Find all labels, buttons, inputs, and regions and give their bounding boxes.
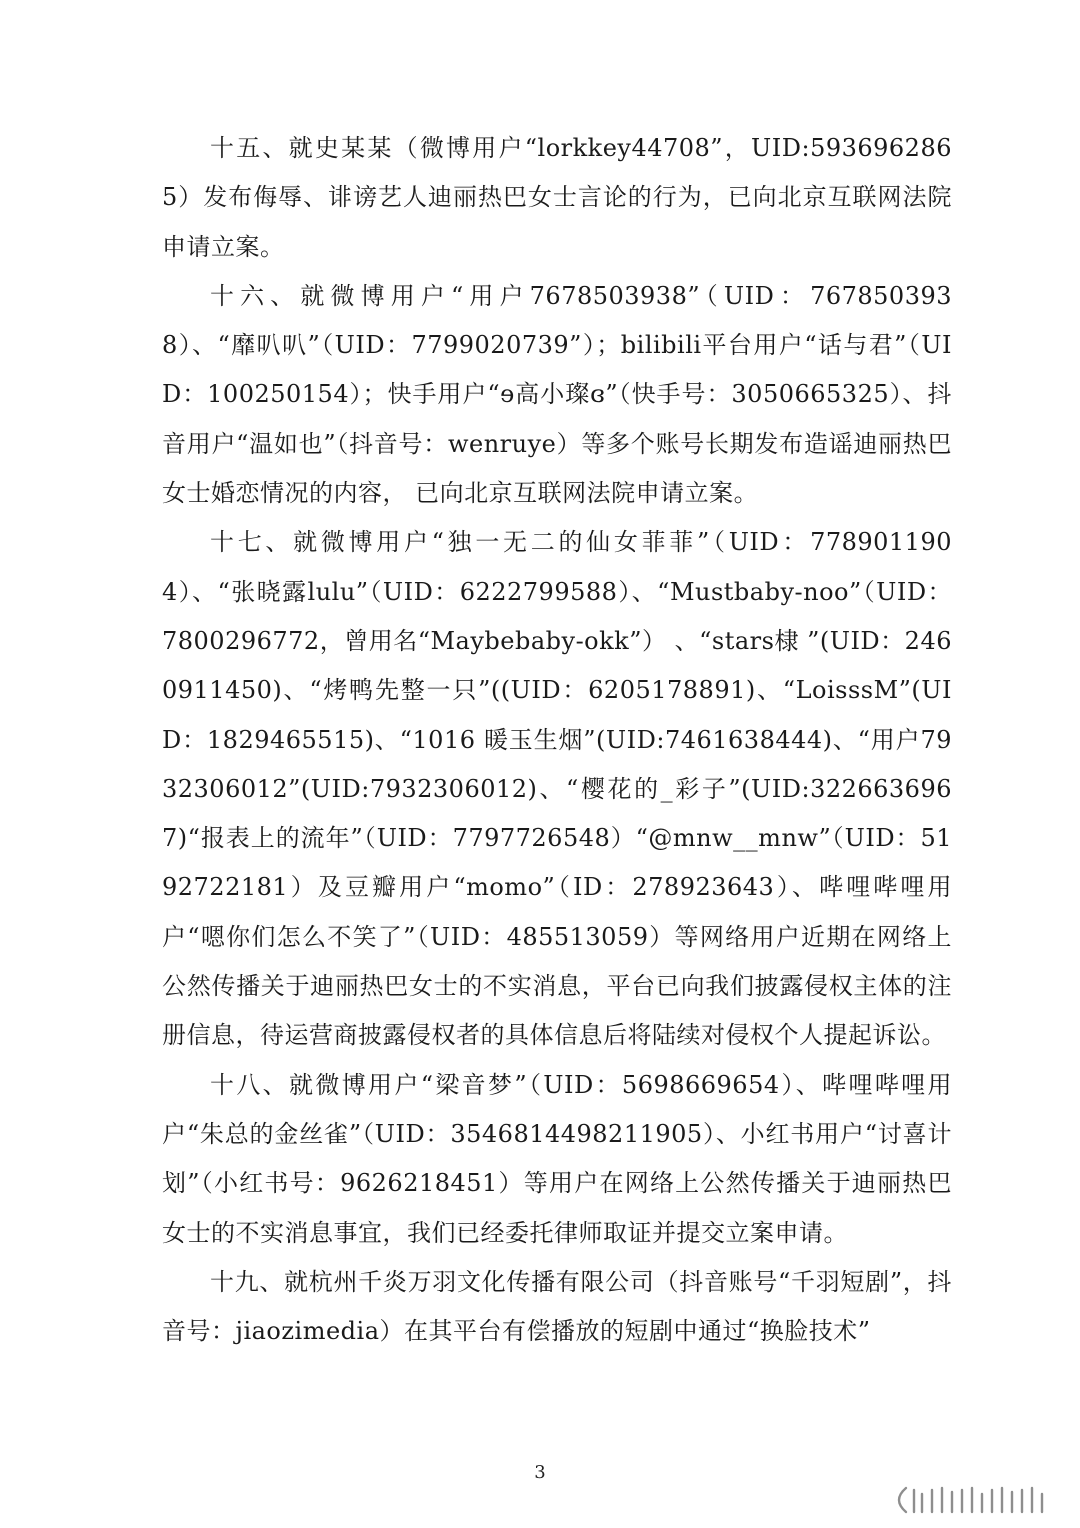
paragraph-17: 十七、就微博用户“独一无二的仙女菲菲”（UID：7789011904）、“张晓露lulu”（UID：6222799588）、“Mustbaby-noo”（UID：7800296772，曾用名“Maybebaby-okk”） 、“stars棣 ”(UID：2460911450)、“烤鸭先整一只”((UID：6205178891)、“LoisssM”(UID：1829465515)、“1016 暖玉生烟”(UID:7461638444)、“用户7932306012”(UID:7932306012)、“樱花的_彩子”(UID:3226636967)“报表上的流年”（UID：7797726548）“@mnw__mnw”（UID：5192722181）及豆瓣用户“momo”（ID：278923643）、哔哩哔哩用户“嗯你们怎么不笑了”（UID：485513059）等网络用户近期在网络上公然传播关于迪丽热巴女士的不实消息，平台已向我们披露侵权主体的注册信息，待运营商披露侵权者的具体信息后将陆续对侵权个人提起诉讼。 bbox=[162, 528, 952, 1050]
paragraph-15: 十五、就史某某（微博用户“lorkkey44708”，UID:5936962865）发布侮辱、诽谤艺人迪丽热巴女士言论的行为，已向北京互联网法院申请立案。 bbox=[162, 134, 952, 261]
paragraph-18: 十八、就微博用户“梁音梦”（UID：5698669654）、哔哩哔哩用户“朱总的金丝雀”（UID：3546814498211905）、小红书用户“讨喜计划”（小红书号：9626218451）等用户在网络上公然传播关于迪丽热巴女士的不实消息事宜，我们已经委托律师取证并提交立案申请。 bbox=[162, 1070, 952, 1247]
document-body bbox=[162, 124, 952, 1356]
paragraph-16: 十六、就微博用户“用户7678503938”（UID：7678503938）、“靡叭叭”（UID：7799020739”）；bilibili平台用户“话与君”（UID：100250154）；快手用户“ɘ高小璨ɞ”（快手号：3050665325）、抖音用户“温如也”（抖音号：wenruye）等多个账号长期发布造谣迪丽热巴女士婚恋情况的内容， 已向北京互联网法院申请立案。 bbox=[162, 281, 952, 508]
paragraph-19: 十九、就杭州千炎万羽文化传播有限公司（抖音账号“千羽短剧”，抖音号：jiaozimedia）在其平台有偿播放的短剧中通过“换脸技术” bbox=[162, 1267, 952, 1346]
watermark-logo-icon bbox=[886, 1482, 1056, 1518]
page-number: 3 bbox=[534, 1462, 546, 1483]
